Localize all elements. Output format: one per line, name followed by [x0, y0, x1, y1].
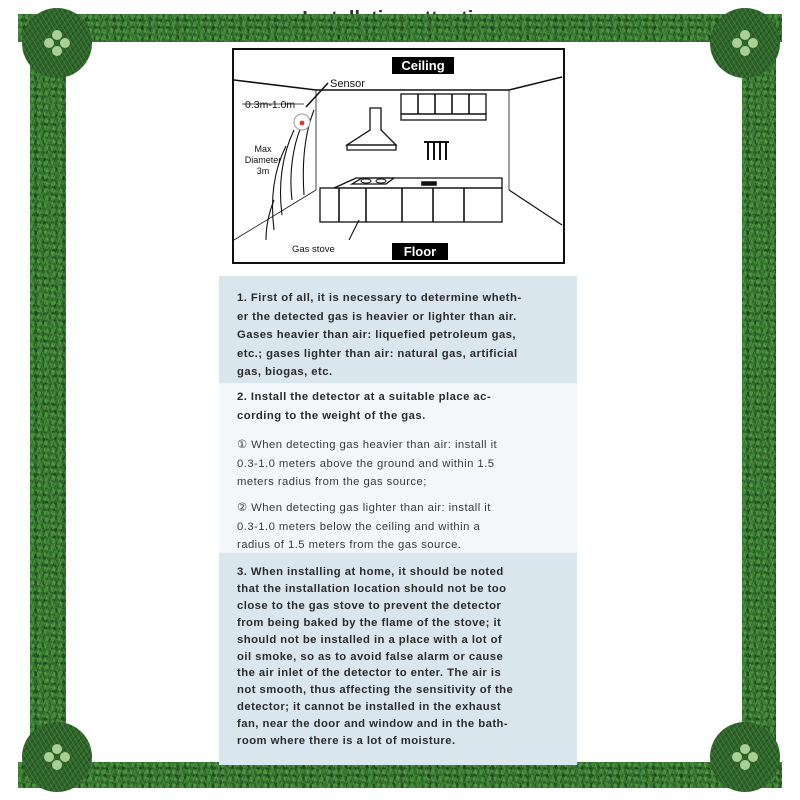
section-2-panel: [219, 383, 577, 553]
corner-ornament-bottom-left: [22, 722, 92, 792]
corner-ornament-top-right: [710, 8, 780, 78]
clover-icon: [730, 28, 760, 58]
section-2-note-heavier: ① When detecting gas heavier than air: install it 0.3-1.0 meters above the ground and within 1.5 meters radius from the gas source;: [237, 439, 498, 489]
section-2-note-lighter: ② When detecting gas lighter than air: install it 0.3-1.0 meters below the ceiling and within a radius of 1.5 meters from the gas source.: [237, 501, 491, 552]
grass-border-top: [18, 14, 782, 42]
grass-border-right: [742, 20, 776, 782]
installation-diagram: [232, 48, 565, 264]
corner-ornament-bottom-right: [710, 722, 780, 792]
clover-icon: [730, 742, 760, 772]
distance-label: 0.3m-1.0m: [245, 99, 296, 111]
section-1-text: 1. First of all, it is necessary to determine wheth- er the detected gas is heavier or lighter than air. Gases heavier than air: liquefied petroleum gas, etc.; gases lighter than air: natural gas, artificial gas, biogas, etc.: [237, 292, 522, 379]
section-3-panel: [219, 553, 577, 765]
section-3-text: 3. When installing at home, it should be noted that the installation location should not be too close to the gas stove to prevent the detector from being baked by the flame of the stove; it should not be installed in a place with a lot of oil smoke, so as to avoid false alarm or cause the air inlet of the detector to enter. The air is not smooth, thus affecting the sensitivity of the detector; it cannot be installed in the exhaust fan, near the door and window and in the bath- room where there is a lot of moisture.: [237, 566, 514, 748]
clover-icon: [42, 28, 72, 58]
section-2-heading: 2. Install the detector at a suitable place ac- cording to the weight of the gas.: [237, 391, 492, 422]
grass-border-bottom: [18, 762, 782, 788]
sensor-label: Sensor: [330, 78, 365, 90]
corner-ornament-top-left: [22, 8, 92, 78]
clover-icon: [42, 742, 72, 772]
gas-stove-label: Gas stove: [292, 244, 335, 255]
max-diameter-label: Max Diameter 3m: [244, 144, 282, 176]
grass-border-left: [30, 20, 66, 782]
floor-label: Floor: [392, 243, 448, 260]
section-1-panel: [219, 276, 577, 383]
ceiling-label: Ceiling: [392, 57, 454, 74]
